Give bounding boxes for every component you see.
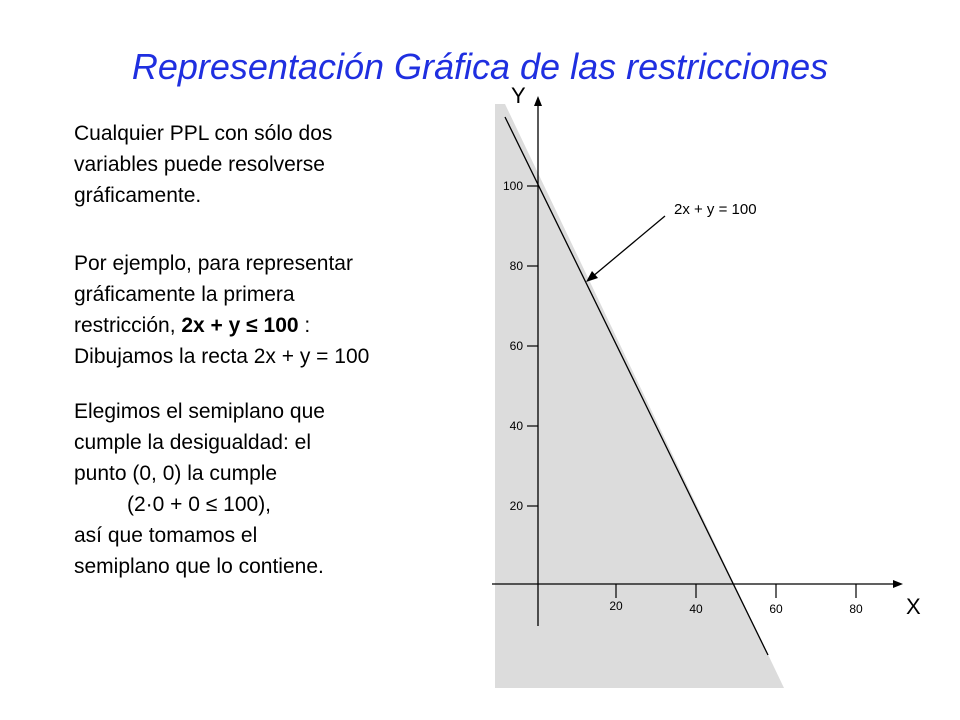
text-line: gráficamente la primera xyxy=(74,283,295,306)
y-tick-label: 100 xyxy=(502,179,523,193)
text-line: Elegimos el semiplano que xyxy=(74,400,325,423)
text-line: Por ejemplo, para representar xyxy=(74,252,353,275)
pointer-arrow xyxy=(592,216,665,277)
text-line: variables puede resolverse xyxy=(74,153,325,176)
x-tick-label: 80 xyxy=(849,602,863,616)
constraint-inequality: 2x + y ≤ 100 xyxy=(181,314,299,337)
text-line: Cualquier PPL con sólo dos xyxy=(74,122,333,145)
x-axis-label: X xyxy=(906,594,921,619)
y-tick-label: 20 xyxy=(509,499,523,513)
line-equation-label: 2x + y = 100 xyxy=(674,201,757,218)
y-axis-arrow xyxy=(534,96,542,106)
text-fragment: : xyxy=(298,314,311,337)
y-tick-label: 80 xyxy=(509,259,523,273)
x-tick-label: 20 xyxy=(609,599,623,613)
text-fragment: restricción, xyxy=(74,314,182,337)
text-line: punto (0, 0) la cumple xyxy=(74,462,278,485)
evaluation-line: (2·0 + 0 ≤ 100), xyxy=(127,493,272,516)
text-line: semiplano que lo contiene. xyxy=(74,555,324,578)
y-tick-label: 40 xyxy=(509,419,523,433)
text-line: así que tomamos el xyxy=(74,524,258,547)
slide-title: Representación Gráfica de las restricciones xyxy=(131,46,829,87)
x-tick-label: 40 xyxy=(689,602,703,616)
y-tick-label: 60 xyxy=(509,339,523,353)
text-line: cumple la desigualdad: el xyxy=(74,431,311,454)
text-line: gráficamente. xyxy=(74,184,202,207)
text-line: Dibujamos la recta 2x + y = 100 xyxy=(74,345,370,368)
x-tick-label: 60 xyxy=(769,602,783,616)
x-axis-arrow xyxy=(893,580,903,588)
y-axis-label: Y xyxy=(511,83,526,108)
